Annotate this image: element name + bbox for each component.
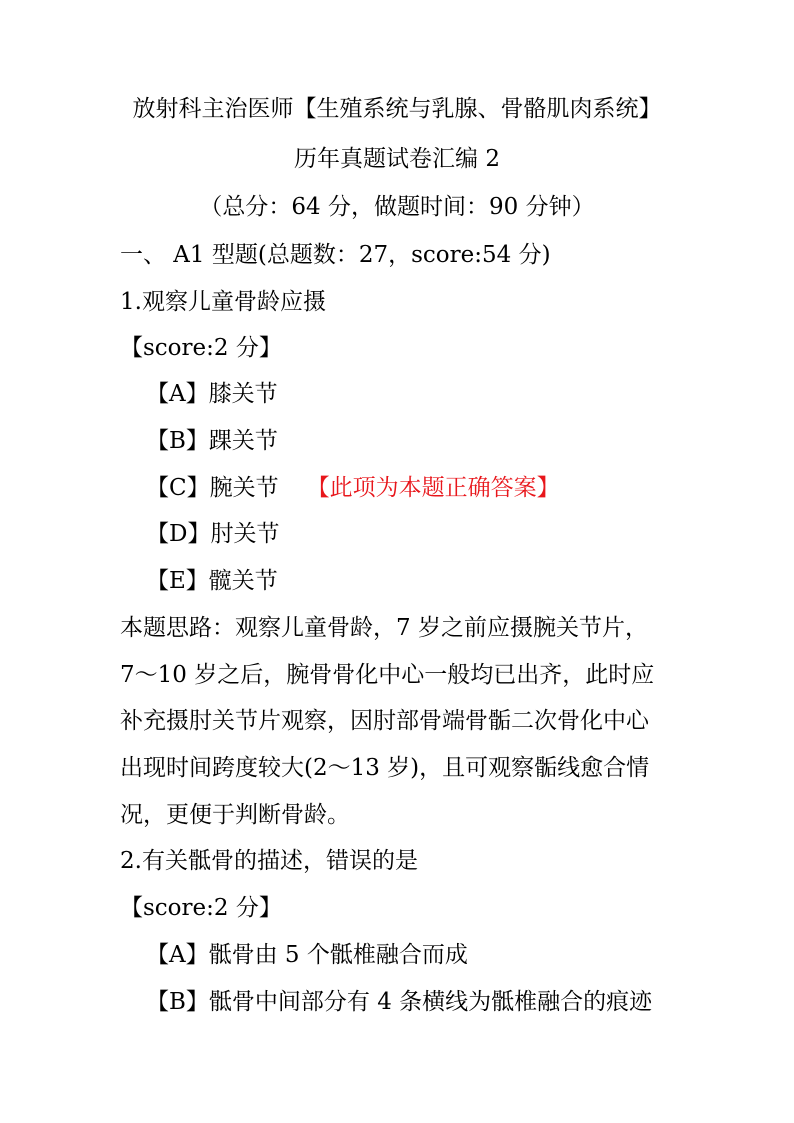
question-stem: 2.有关骶骨的描述，错误的是: [120, 848, 418, 874]
option-c: 【C】腕关节: [146, 475, 279, 501]
explanation-line: 出现时间跨度较大(2～13 岁)，且可观察骺线愈合情: [120, 755, 650, 781]
exam-meta: （总分：64 分，做题时间：90 分钟）: [199, 194, 595, 220]
question-score: 【score:2 分】: [120, 895, 282, 921]
correct-answer-marker: 【此项为本题正确答案】: [306, 475, 560, 501]
explanation-line: 况，更便于判断骨龄。: [120, 802, 350, 828]
option-e: 【E】髋关节: [146, 568, 278, 594]
section-heading: 一、 A1 型题(总题数：27，score:54 分): [120, 242, 551, 268]
question-stem: 1.观察儿童骨龄应摄: [120, 289, 326, 315]
option-a: 【A】膝关节: [146, 381, 278, 407]
option-b: 【B】踝关节: [146, 428, 278, 454]
document-title-line1: 放射科主治医师【生殖系统与乳腺、骨骼肌肉系统】: [132, 96, 662, 122]
explanation-line: 本题思路：观察儿童骨龄，7 岁之前应摄腕关节片，: [120, 615, 648, 641]
document-title-line2: 历年真题试卷汇编 2: [294, 146, 500, 172]
option-a: 【A】骶骨由 5 个骶椎融合而成: [146, 942, 468, 968]
option-c-row: [146, 473, 560, 503]
explanation-line: 7～10 岁之后，腕骨骨化中心一般均已出齐，此时应: [120, 662, 655, 688]
question-score: 【score:2 分】: [120, 335, 282, 361]
option-d: 【D】肘关节: [146, 521, 280, 547]
explanation-line: 补充摄肘关节片观察，因肘部骨端骨骺二次骨化中心: [120, 708, 649, 734]
option-b: 【B】骶骨中间部分有 4 条横线为骶椎融合的痕迹: [146, 989, 653, 1015]
